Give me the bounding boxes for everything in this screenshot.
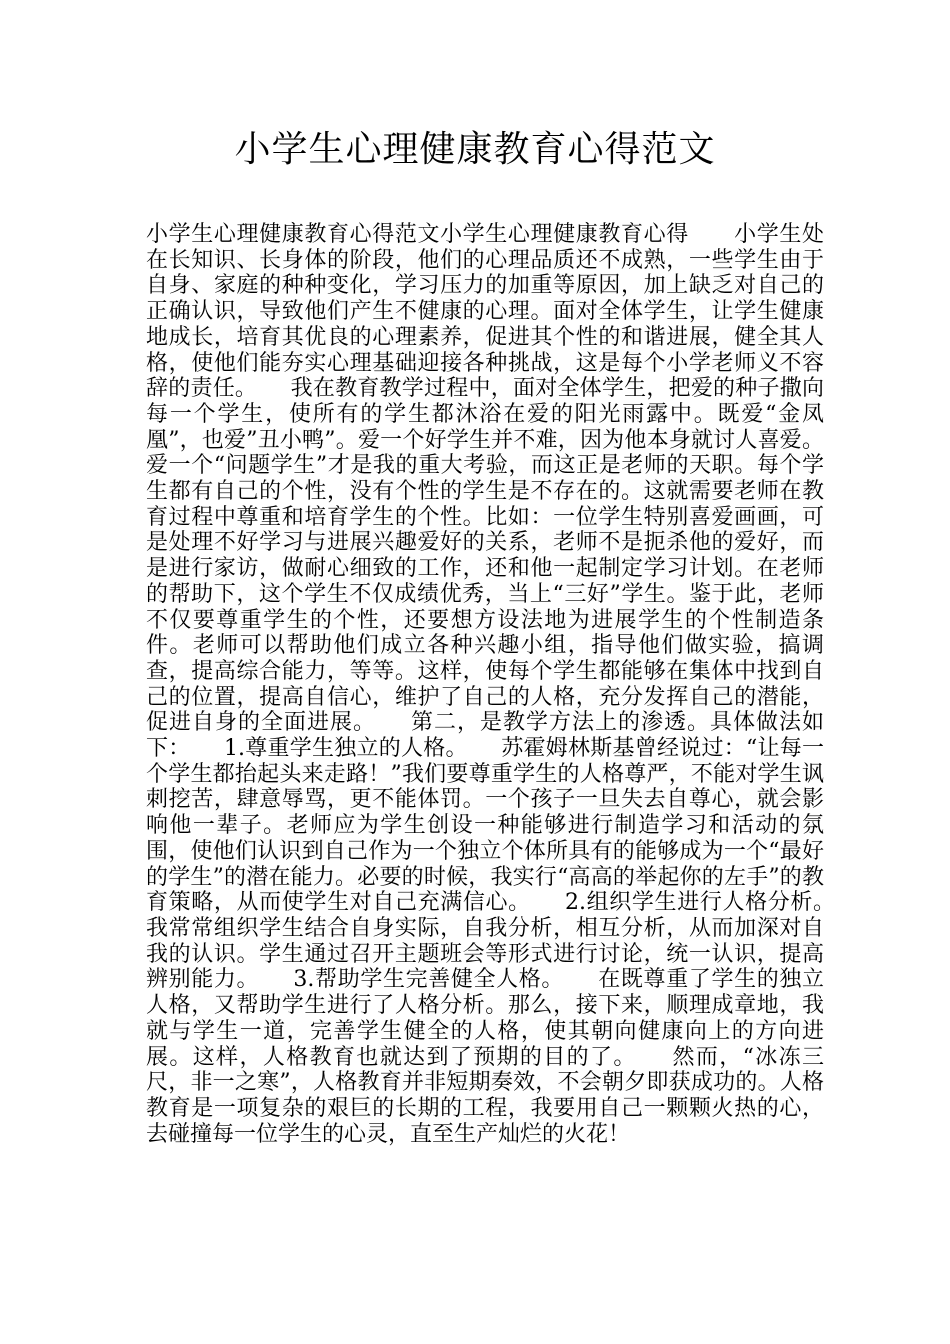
document-body-paragraph: 小学生心理健康教育心得范文小学生心理健康教育心得 小学生处在长知识、长身体的阶段，他们的心理品质还不成熟，一些学生由于自身、家庭的种种变化，学习压力的加重等原因，加上缺乏对自己的正确认识，导致他们产生不健康的心理。面对全体学生，让学生健康地成长，培育其优良的心理素养，促进其个性的和谐进展，健全其人格，使他们能夯实心理基础迎接各种挑战，这是每个小学老师义不容辞的责任。 我在教育教学过程中，面对全体学生，把爱的种子撒向每一个学生，使所有的学生都沐浴在爱的阳光雨露中。既爱“金凤凰”，也爱”丑小鸭”。爱一个好学生并不难，因为他本身就讨人喜爱。爱一个“问题学生”才是我的重大考验，而这正是老师的天职。每个学生都有自己的个性，没有个性的学生是不存在的。这就需要老师在教育过程中尊重和培育学生的个性。比如：一位学生特别喜爱画画，可是处理不好学习与进展兴趣爱好的关系，老师不是扼杀他的爱好，而是进行家访，做耐心细致的工作，还和他一起制定学习计划。在老师的帮助下，这个学生不仅成绩优秀，当上“三好”学生。鉴于此，老师不仅要尊重学生的个性，还要想方设法地为进展学生的个性制造条件。老师可以帮助他们成立各种兴趣小组，指导他们做实验，搞调查，提高综合能力，等等。这样，使每个学生都能够在集体中找到自己的位置，提高自信心，维护了自己的人格，充分发挥自己的潜能，促进自身的全面进展。 第二，是教学方法上的渗透。具体做法如下： 1.尊重学生独立的人格。 苏霍姆林斯基曾经说过：“让每一个学生都抬起头来走路！”我们要尊重学生的人格尊严，不能对学生讽刺挖苦，肆意辱骂，更不能体罚。一个孩子一旦失去自尊心，就会影响他一辈子。老师应为学生创设一种能够进行制造学习和活动的氛围，使他们认识到自己作为一个独立个体所具有的能够成为一个“最好的学生”的潜在能力。必要的时候，我实行“高高的举起你的左手”的教育策略，从而使学生对自己充满信心。 2.组织学生进行人格分析。 我常常组织学生结合自身实际，自我分析，相互分析，从而加深对自我的认识。学生通过召开主题班会等形式进行讨论，统一认识，提高辨别能力。 3.帮助学生完善健全人格。 在既尊重了学生的独立人格，又帮助学生进行了人格分析。那么，接下来，顺理成章地，我就与学生一道，完善学生健全的人格，使其朝向健康向上的方向进展。这样，人格教育也就达到了预期的目的了。 然而，“冰冻三尺，非一之寒”，人格教育并非短期奏效，不会朝夕即获成功的。人格教育是一项复杂的艰巨的长期的工程，我要用自己一颗颗火热的心，去碰撞每一位学生的心灵，直至生产灿烂的火花！ — [146, 222, 869, 1147]
document-title: 小学生心理健康教育心得范文 — [234, 129, 716, 170]
